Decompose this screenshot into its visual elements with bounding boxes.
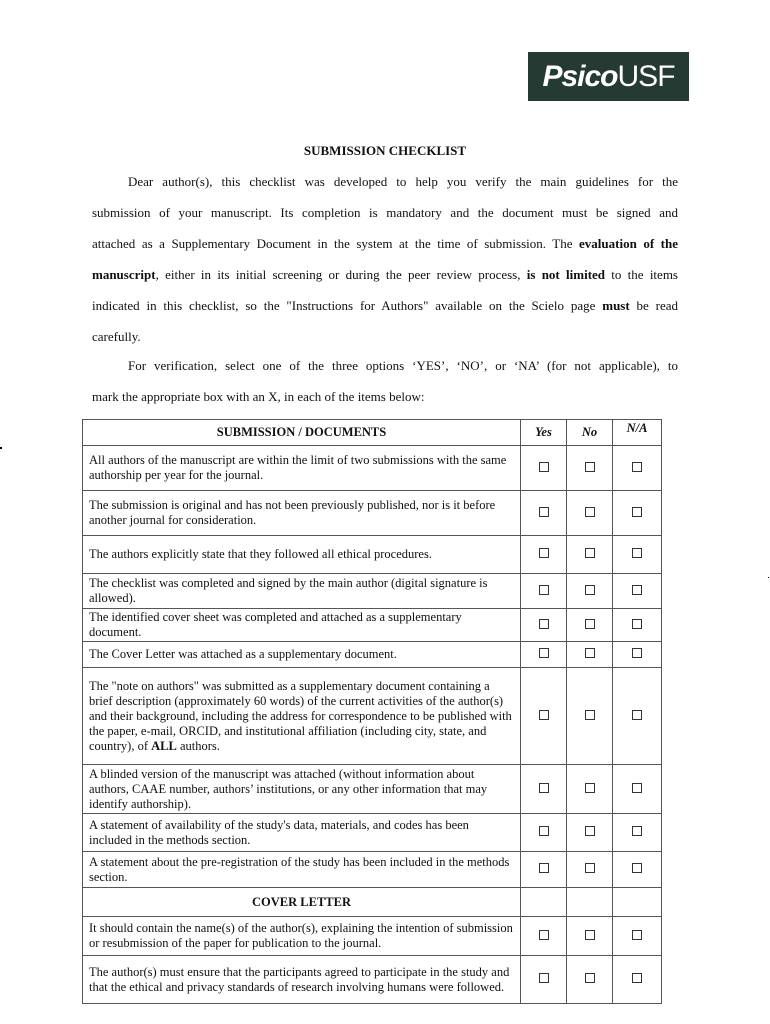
intro-line-3: attached as a Supplementary Document in the system at the time of submission. The evaluation of the [92,236,678,251]
yes-checkbox[interactable] [539,585,549,595]
verification-paragraph [92,350,678,412]
item-text: The Cover Letter was attached as a supplementary document. [83,642,521,668]
yes-checkbox[interactable] [539,863,549,873]
na-checkbox[interactable] [632,710,642,720]
psicousf-logo [528,52,689,101]
na-checkbox[interactable] [632,973,642,983]
table-row [83,917,662,956]
item-text: The "note on authors" was submitted as a supplementary document containing a brief description (approximately 60 words) of the current activities of the author(s) and their background, including the address for correspondence to be published with the paper, e-mail, ORCID, and institutional affiliation (including city, state, and country), of ALL authors. [83,668,521,765]
item-text: The submission is original and has not been previously published, nor is it before another journal for consideration. [83,491,521,536]
no-checkbox[interactable] [585,863,595,873]
table-row [83,642,662,668]
verify-line-2: mark the appropriate box with an X, in each of the items below: [92,389,425,404]
item-text: The authors explicitly state that they followed all ethical procedures. [83,536,521,574]
header-yes: Yes [521,420,567,446]
intro-line-6: carefully. [92,329,141,344]
verify-line-1: For verification, select one of the three options ‘YES’, ‘NO’, or ‘NA’ (for not applicable), to [128,358,678,373]
no-checkbox[interactable] [585,462,595,472]
logo-part-psico: Psico [542,59,618,93]
no-checkbox[interactable] [585,826,595,836]
intro-line-2: submission of your manuscript. Its completion is mandatory and the document must be signed and [92,205,678,220]
section-cover-letter: COVER LETTER [83,888,521,917]
cover-letter-header-row [83,888,662,917]
no-checkbox[interactable] [585,783,595,793]
no-checkbox[interactable] [585,930,595,940]
yes-checkbox[interactable] [539,710,549,720]
item-text: It should contain the name(s) of the author(s), explaining the intention of submission or resubmission of the paper for publication to the journal. [83,917,521,956]
page-title: SUBMISSION CHECKLIST [303,143,467,158]
item-text: A blinded version of the manuscript was attached (without information about authors, CAAE number, authors’ institutions, or any other information that may identify authorship). [83,765,521,814]
no-checkbox[interactable] [585,648,595,658]
yes-checkbox[interactable] [539,619,549,629]
table-row [83,668,662,765]
no-checkbox[interactable] [585,548,595,558]
item-text: All authors of the manuscript are within the limit of two submissions with the same authorship per year for the journal. [83,446,521,491]
no-checkbox[interactable] [585,973,595,983]
intro-paragraph [92,166,678,352]
yes-checkbox[interactable] [539,930,549,940]
yes-checkbox[interactable] [539,826,549,836]
table-row [83,609,662,642]
logo-part-usf: USF [617,59,675,93]
table-row [83,446,662,491]
header-na: N/A [613,420,662,446]
na-checkbox[interactable] [632,648,642,658]
yes-checkbox[interactable] [539,462,549,472]
table-header-row [83,420,662,446]
no-checkbox[interactable] [585,585,595,595]
yes-checkbox[interactable] [539,507,549,517]
na-checkbox[interactable] [632,462,642,472]
stray-mark [768,577,769,578]
na-checkbox[interactable] [632,930,642,940]
table-row [83,852,662,888]
na-checkbox[interactable] [632,585,642,595]
na-checkbox[interactable] [632,783,642,793]
item-text: The author(s) must ensure that the participants agreed to participate in the study and that the ethical and privacy standards of research involving humans were followed. [83,956,521,1004]
na-checkbox[interactable] [632,826,642,836]
table-row [83,956,662,1004]
intro-line-4: manuscript, either in its initial screening or during the peer review process, is not limited to the items [92,267,678,282]
na-checkbox[interactable] [632,619,642,629]
no-checkbox[interactable] [585,507,595,517]
no-checkbox[interactable] [585,619,595,629]
na-checkbox[interactable] [632,507,642,517]
stray-mark [0,447,2,449]
checklist-table [82,419,662,1004]
intro-line-5: indicated in this checklist, so the "Instructions for Authors" available on the Scielo page must be read [92,298,679,313]
na-checkbox[interactable] [632,863,642,873]
yes-checkbox[interactable] [539,783,549,793]
item-text: The identified cover sheet was completed and attached as a supplementary document. [83,609,521,642]
table-row [83,814,662,852]
no-checkbox[interactable] [585,710,595,720]
yes-checkbox[interactable] [539,648,549,658]
header-no: No [567,420,613,446]
item-text: The checklist was completed and signed by the main author (digital signature is allowed). [83,574,521,609]
table-row [83,536,662,574]
table-row [83,574,662,609]
yes-checkbox[interactable] [539,548,549,558]
na-checkbox[interactable] [632,548,642,558]
yes-checkbox[interactable] [539,973,549,983]
table-row [83,491,662,536]
header-submission-documents: SUBMISSION / DOCUMENTS [83,420,521,446]
item-text: A statement of availability of the study's data, materials, and codes has been included in the methods section. [83,814,521,852]
item-text: A statement about the pre-registration of the study has been included in the methods section. [83,852,521,888]
intro-line-1: Dear author(s), this checklist was developed to help you verify the main guidelines for the [128,174,678,189]
table-row [83,765,662,814]
